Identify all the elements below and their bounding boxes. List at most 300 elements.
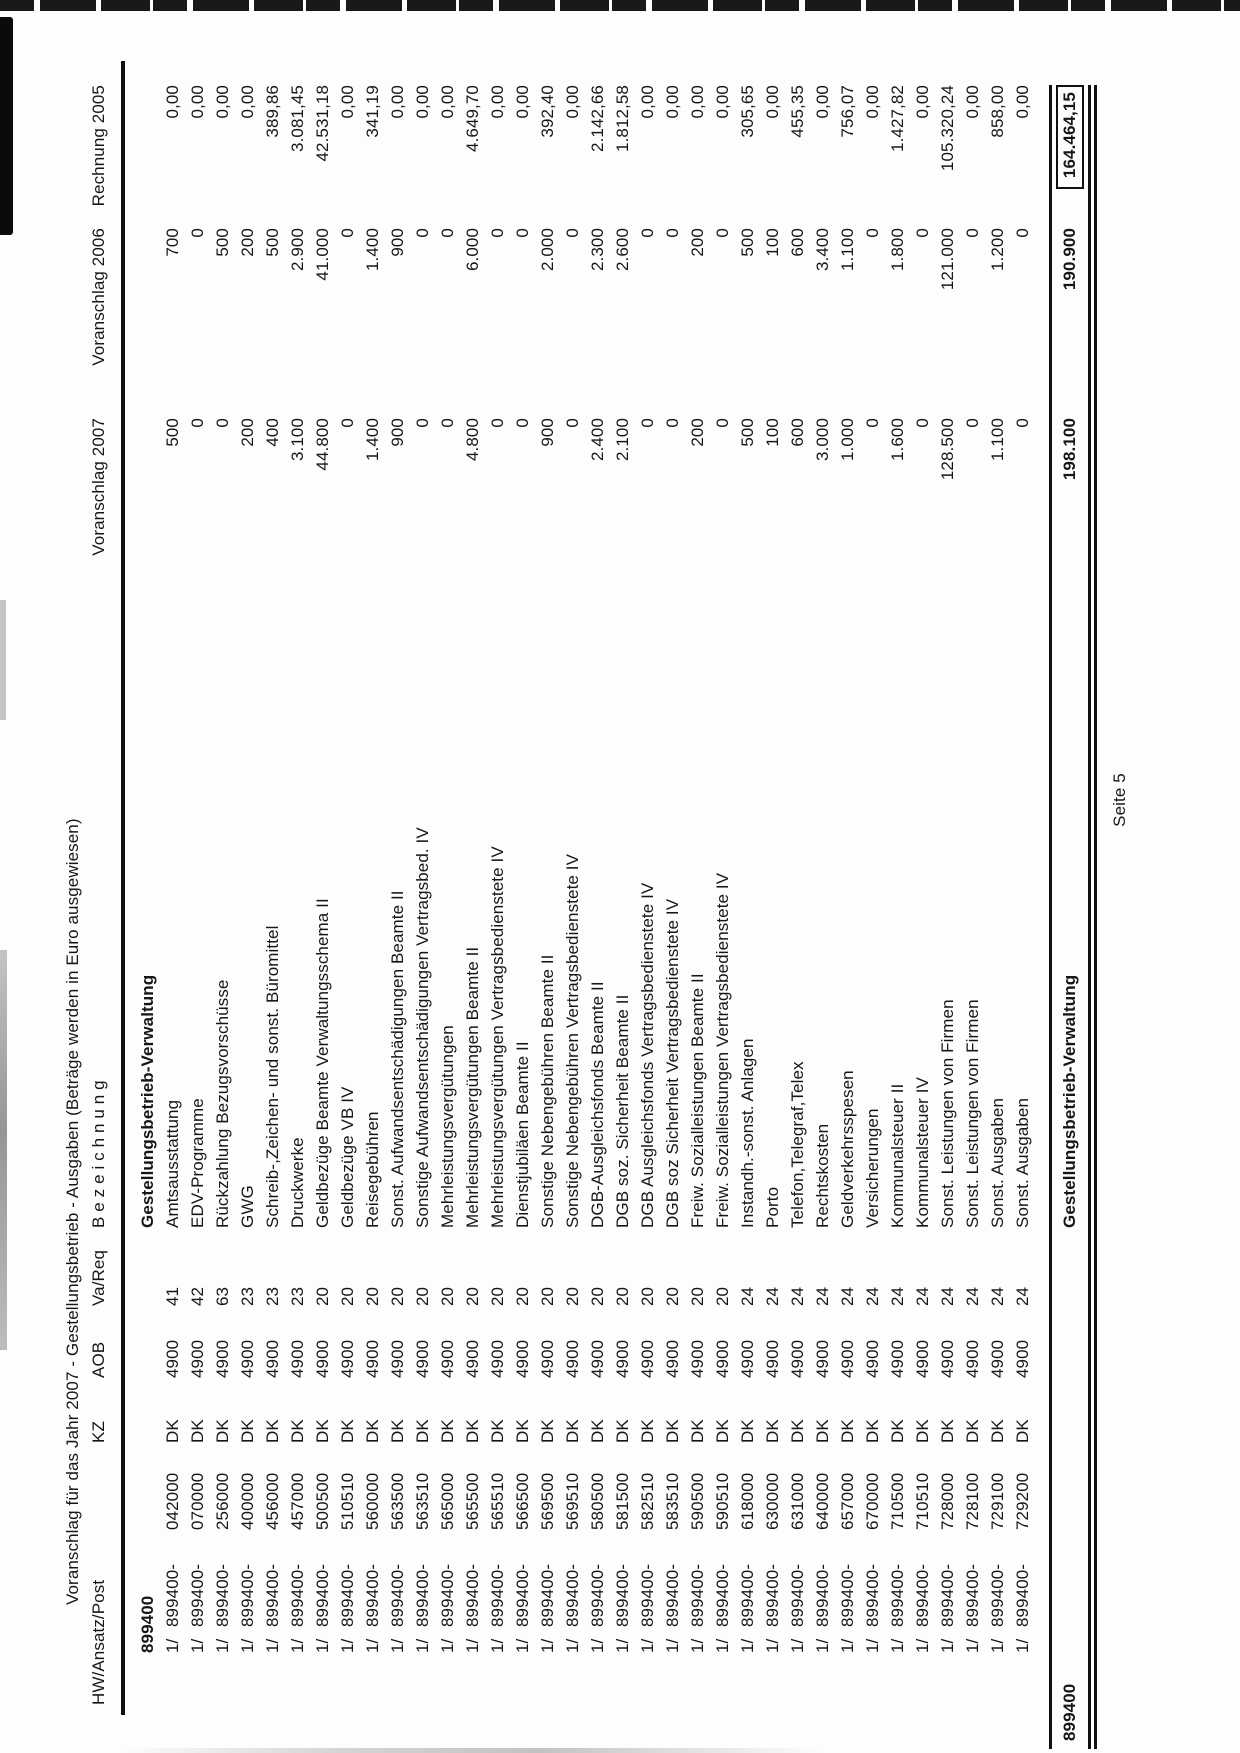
- account-number: 565000: [438, 1472, 457, 1530]
- account-group: 899400-: [488, 1563, 507, 1627]
- account-prefix: 1/: [213, 1638, 232, 1653]
- page-number: Seite 5: [1109, 773, 1129, 827]
- account-cell: [935, 1443, 960, 1705]
- bezeichnung-cell: Freiw. Sozialleistungen Beamte II: [688, 973, 707, 1228]
- table-row: [535, 85, 560, 1705]
- account-number: 566500: [513, 1472, 532, 1530]
- rechnung-2005-cell: 0,00: [863, 85, 882, 119]
- voranschlag-2007-cell: 0: [413, 418, 432, 428]
- rechnung-2005-cell: 756,07: [838, 85, 857, 138]
- account-cell: [910, 1443, 935, 1705]
- voranschlag-2006-cell: 1.800: [888, 228, 907, 272]
- account-number: 456000: [263, 1472, 282, 1530]
- rechnung-2005-cell: 0,00: [663, 85, 682, 119]
- account-number: 565510: [488, 1472, 507, 1530]
- account-group: 899400-: [163, 1563, 182, 1627]
- voranschlag-2007-cell: 0: [963, 418, 982, 428]
- column-header-hw-ansatz-post: HW/Ansatz/Post: [89, 1579, 108, 1705]
- voranschlag-2006-cell: 121.000: [938, 228, 957, 291]
- aob-cell: 4900: [713, 1339, 732, 1378]
- aob-cell: 4900: [888, 1339, 907, 1378]
- rechnung-2005-cell: 0,00: [813, 85, 832, 119]
- table-row: [235, 85, 260, 1705]
- voranschlag-2007-cell: 0: [1013, 418, 1032, 428]
- account-cell: [310, 1443, 335, 1705]
- bezeichnung-cell: DGB soz Sicherheit Vertragsbedienstete IV: [663, 898, 682, 1228]
- account-group: 899400-: [513, 1563, 532, 1627]
- table-row: [435, 85, 460, 1705]
- va-req-cell: 20: [463, 1286, 482, 1306]
- bezeichnung-cell: Freiw. Sozialleistungen Vertragsbedienstete IV: [713, 872, 732, 1228]
- kz-cell: DK: [388, 1419, 407, 1443]
- account-cell: [535, 1443, 560, 1705]
- bezeichnung-cell: Mehrleistungsvergütungen: [438, 1025, 457, 1228]
- table-row: [585, 85, 610, 1705]
- kz-cell: DK: [963, 1419, 982, 1443]
- aob-cell: 4900: [288, 1339, 307, 1378]
- bezeichnung-cell: Mehrleistungsvergütungen Beamte II: [463, 946, 482, 1228]
- account-number: 457000: [288, 1472, 307, 1530]
- bezeichnung-cell: Geldbezüge Beamte Verwaltungsschema II: [313, 898, 332, 1228]
- voranschlag-2007-cell: 4.800: [463, 418, 482, 462]
- aob-cell: 4900: [863, 1339, 882, 1378]
- voranschlag-2007-cell: 0: [863, 418, 882, 428]
- account-prefix: 1/: [538, 1638, 557, 1653]
- account-cell: [360, 1443, 385, 1705]
- rechnung-2005-cell: 0,00: [688, 85, 707, 119]
- column-header-voranschlag-2006: Voranschlag 2006: [89, 228, 108, 366]
- account-number: 565500: [463, 1472, 482, 1530]
- account-prefix: 1/: [513, 1638, 532, 1653]
- voranschlag-2007-cell: 500: [163, 418, 182, 447]
- aob-cell: 4900: [613, 1339, 632, 1378]
- voranschlag-2006-cell: 500: [213, 228, 232, 257]
- table-row: [710, 85, 735, 1705]
- account-cell: [385, 1443, 410, 1705]
- va-req-cell: 24: [988, 1286, 1007, 1306]
- account-group: 899400-: [613, 1563, 632, 1627]
- bezeichnung-cell: Reisegebühren: [363, 1111, 382, 1228]
- aob-cell: 4900: [588, 1339, 607, 1378]
- account-number: 563500: [388, 1472, 407, 1530]
- aob-cell: 4900: [938, 1339, 957, 1378]
- account-number: 590510: [713, 1472, 732, 1530]
- total-name: Gestellungsbetrieb-Verwaltung: [1060, 974, 1079, 1228]
- voranschlag-2007-cell: 0: [188, 418, 207, 428]
- voranschlag-2007-cell: 0: [913, 418, 932, 428]
- rechnung-2005-cell: 42.531,18: [313, 85, 332, 162]
- va-req-cell: 24: [938, 1286, 957, 1306]
- voranschlag-2007-cell: 0: [663, 418, 682, 428]
- rechnung-2005-cell: 858,00: [988, 85, 1007, 138]
- account-number: 618000: [738, 1472, 757, 1530]
- aob-cell: 4900: [388, 1339, 407, 1378]
- voranschlag-2007-cell: 100: [763, 418, 782, 447]
- account-cell: [985, 1443, 1010, 1705]
- voranschlag-2006-cell: 2.000: [538, 228, 557, 272]
- account-prefix: 1/: [888, 1638, 907, 1653]
- voranschlag-2007-cell: 200: [688, 418, 707, 447]
- kz-cell: DK: [263, 1419, 282, 1443]
- table-row: [885, 85, 910, 1705]
- account-prefix: 1/: [738, 1638, 757, 1653]
- account-cell: [460, 1443, 485, 1705]
- account-group: 899400-: [1013, 1563, 1032, 1627]
- bezeichnung-cell: Dienstjubiläen Beamte II: [513, 1041, 532, 1228]
- table-header-row: [86, 85, 112, 1705]
- table-row: [860, 85, 885, 1705]
- account-cell: [610, 1443, 635, 1705]
- account-prefix: 1/: [863, 1638, 882, 1653]
- bezeichnung-cell: EDV-Programme: [188, 1098, 207, 1228]
- account-group: 899400-: [238, 1563, 257, 1627]
- kz-cell: DK: [813, 1419, 832, 1443]
- kz-cell: DK: [438, 1419, 457, 1443]
- account-number: 070000: [188, 1472, 207, 1530]
- va-req-cell: 24: [838, 1286, 857, 1306]
- account-number: 582510: [638, 1472, 657, 1530]
- bezeichnung-cell: Kommunalsteuer II: [888, 1083, 907, 1228]
- kz-cell: DK: [638, 1419, 657, 1443]
- bezeichnung-cell: Druckwerke: [288, 1137, 307, 1228]
- table-row: [410, 85, 435, 1705]
- column-header-aob: AOB: [89, 1341, 108, 1378]
- kz-cell: DK: [188, 1419, 207, 1443]
- voranschlag-2007-cell: 900: [388, 418, 407, 447]
- account-cell: [1010, 1443, 1035, 1705]
- account-number: 630000: [763, 1472, 782, 1530]
- va-req-cell: 24: [913, 1286, 932, 1306]
- total-bottom-line: [1094, 85, 1097, 1749]
- account-number: 670000: [863, 1472, 882, 1530]
- voranschlag-2006-cell: 0: [963, 228, 982, 238]
- account-cell: [585, 1443, 610, 1705]
- kz-cell: DK: [513, 1419, 532, 1443]
- account-number: 710510: [913, 1472, 932, 1530]
- voranschlag-2006-cell: 0: [913, 228, 932, 238]
- aob-cell: 4900: [488, 1339, 507, 1378]
- account-number: 729200: [1013, 1472, 1032, 1530]
- account-group: 899400-: [288, 1563, 307, 1627]
- account-cell: [285, 1443, 310, 1705]
- kz-cell: DK: [313, 1419, 332, 1443]
- voranschlag-2006-cell: 3.400: [813, 228, 832, 272]
- rechnung-2005-cell: 389,86: [263, 85, 282, 138]
- table-row: [285, 85, 310, 1705]
- table-row: [310, 85, 335, 1705]
- rechnung-2005-cell: 1.427,82: [888, 85, 907, 152]
- va-req-cell: 23: [238, 1286, 257, 1306]
- table-row: [985, 85, 1010, 1705]
- kz-cell: DK: [713, 1419, 732, 1443]
- rechnung-2005-cell: 0,00: [638, 85, 657, 119]
- table-row: [385, 85, 410, 1705]
- table-row: [260, 85, 285, 1705]
- voranschlag-2006-cell: 900: [388, 228, 407, 257]
- account-prefix: 1/: [1013, 1638, 1032, 1653]
- account-cell: [635, 1443, 660, 1705]
- voranschlag-2006-cell: 0: [438, 228, 457, 238]
- kz-cell: DK: [213, 1419, 232, 1443]
- rechnung-2005-cell: 341,19: [363, 85, 382, 138]
- account-group: 899400-: [213, 1563, 232, 1627]
- bezeichnung-cell: Geldverkehrsspesen: [838, 1070, 857, 1228]
- document-title: Voranschlag für das Jahr 2007 - Gestellungsbetrieb - Ausgaben (Beträge werden in Euro ausgewiesen): [63, 818, 82, 1605]
- voranschlag-2006-cell: 0: [1013, 228, 1032, 238]
- account-group: 899400-: [188, 1563, 207, 1627]
- kz-cell: DK: [1013, 1419, 1032, 1443]
- voranschlag-2007-cell: 3.000: [813, 418, 832, 462]
- account-cell: [710, 1443, 735, 1705]
- account-cell: [760, 1443, 785, 1705]
- va-req-cell: 20: [638, 1286, 657, 1306]
- voranschlag-2007-cell: 0: [713, 418, 732, 428]
- voranschlag-2007-cell: 3.100: [288, 418, 307, 462]
- rechnung-2005-cell: 0,00: [963, 85, 982, 119]
- voranschlag-2006-cell: 200: [238, 228, 257, 257]
- va-req-cell: 20: [713, 1286, 732, 1306]
- kz-cell: DK: [488, 1419, 507, 1443]
- table-row: [660, 85, 685, 1705]
- account-prefix: 1/: [663, 1638, 682, 1653]
- aob-cell: 4900: [638, 1339, 657, 1378]
- aob-cell: 4900: [263, 1339, 282, 1378]
- account-group: 899400-: [963, 1563, 982, 1627]
- account-group: 899400-: [738, 1563, 757, 1627]
- account-prefix: 1/: [338, 1638, 357, 1653]
- va-req-cell: 23: [288, 1286, 307, 1306]
- account-prefix: 1/: [838, 1638, 857, 1653]
- account-cell: [235, 1443, 260, 1705]
- voranschlag-2007-cell: 0: [338, 418, 357, 428]
- table-row: [210, 85, 235, 1705]
- rechnung-2005-cell: 0,00: [338, 85, 357, 119]
- account-prefix: 1/: [363, 1638, 382, 1653]
- bezeichnung-cell: Sonst. Aufwandsentschädigungen Beamte II: [388, 890, 407, 1228]
- aob-cell: 4900: [838, 1339, 857, 1378]
- account-number: 569500: [538, 1472, 557, 1530]
- va-req-cell: 24: [738, 1286, 757, 1306]
- voranschlag-2007-cell: 0: [563, 418, 582, 428]
- va-req-cell: 20: [313, 1286, 332, 1306]
- account-cell: [785, 1443, 810, 1705]
- bezeichnung-cell: Rückzahlung Bezugsvorschüsse: [213, 979, 232, 1228]
- account-cell: [560, 1443, 585, 1705]
- account-number: 583510: [663, 1472, 682, 1530]
- aob-cell: 4900: [163, 1339, 182, 1378]
- bezeichnung-cell: Telefon,Telegraf,Telex: [788, 1061, 807, 1228]
- account-prefix: 1/: [813, 1638, 832, 1653]
- account-cell: [885, 1443, 910, 1705]
- column-header-bezeichnung: B e z e i c h n u n g: [89, 1080, 108, 1228]
- account-group: 899400-: [988, 1563, 1007, 1627]
- account-number: 590500: [688, 1472, 707, 1530]
- account-cell: [185, 1443, 210, 1705]
- account-group: 899400-: [813, 1563, 832, 1627]
- rechnung-2005-cell: 392,40: [538, 85, 557, 138]
- va-req-cell: 20: [563, 1286, 582, 1306]
- va-req-cell: 24: [788, 1286, 807, 1306]
- bezeichnung-cell: Sonstige Aufwandsentschädigungen Vertragsbed. IV: [413, 827, 432, 1228]
- rechnung-2005-cell: 0,00: [188, 85, 207, 119]
- aob-cell: 4900: [813, 1339, 832, 1378]
- table-row: [160, 85, 185, 1705]
- account-group: 899400-: [538, 1563, 557, 1627]
- va-req-cell: 41: [163, 1286, 182, 1306]
- section-header-row: [135, 85, 160, 1705]
- account-cell: [960, 1443, 985, 1705]
- kz-cell: DK: [663, 1419, 682, 1443]
- va-req-cell: 20: [438, 1286, 457, 1306]
- account-prefix: 1/: [388, 1638, 407, 1653]
- column-header-rechnung-2005: Rechnung 2005: [89, 85, 108, 207]
- table-row: [460, 85, 485, 1705]
- rechnung-2005-cell: 0,00: [238, 85, 257, 119]
- account-group: 899400-: [463, 1563, 482, 1627]
- voranschlag-2007-cell: 600: [788, 418, 807, 447]
- kz-cell: DK: [863, 1419, 882, 1443]
- rechnung-2005-cell: 305,65: [738, 85, 757, 138]
- va-req-cell: 20: [663, 1286, 682, 1306]
- rechnung-2005-cell: 0,00: [213, 85, 232, 119]
- rechnung-2005-cell: 0,00: [488, 85, 507, 119]
- aob-cell: 4900: [363, 1339, 382, 1378]
- bezeichnung-cell: Sonstige Nebengebühren Vertragsbedienstete IV: [563, 853, 582, 1228]
- kz-cell: DK: [763, 1419, 782, 1443]
- table-row: [960, 85, 985, 1705]
- voranschlag-2006-cell: 0: [413, 228, 432, 238]
- rechnung-2005-cell: 0,00: [388, 85, 407, 119]
- bezeichnung-cell: Mehrleistungsvergütungen Vertragsbedienstete IV: [488, 846, 507, 1228]
- account-group: 899400-: [313, 1563, 332, 1627]
- account-group: 899400-: [563, 1563, 582, 1627]
- bezeichnung-cell: Sonst. Leistungen von Firmen: [963, 999, 982, 1228]
- aob-cell: 4900: [738, 1339, 757, 1378]
- voranschlag-2007-cell: 0: [213, 418, 232, 428]
- table-row: [485, 85, 510, 1705]
- table-row: [360, 85, 385, 1705]
- va-req-cell: 42: [188, 1286, 207, 1306]
- account-group: 899400-: [363, 1563, 382, 1627]
- table-row: [835, 85, 860, 1705]
- va-req-cell: 63: [213, 1286, 232, 1306]
- account-cell: [485, 1443, 510, 1705]
- column-header-va-req: Va/Req: [89, 1249, 108, 1306]
- table-row: [785, 85, 810, 1705]
- aob-cell: 4900: [1013, 1339, 1032, 1378]
- account-cell: [335, 1443, 360, 1705]
- va-req-cell: 20: [688, 1286, 707, 1306]
- table-row: [810, 85, 835, 1705]
- account-prefix: 1/: [938, 1638, 957, 1653]
- voranschlag-2006-cell: 700: [163, 228, 182, 257]
- voranschlag-2007-cell: 2.400: [588, 418, 607, 462]
- va-req-cell: 24: [888, 1286, 907, 1306]
- voranschlag-2007-cell: 900: [538, 418, 557, 447]
- voranschlag-2006-cell: 1.100: [838, 228, 857, 272]
- table-row: [685, 85, 710, 1705]
- voranschlag-2006-cell: 0: [488, 228, 507, 238]
- account-cell: [810, 1443, 835, 1705]
- va-req-cell: 24: [863, 1286, 882, 1306]
- bezeichnung-cell: DGB soz. Sicherheit Beamte II: [613, 994, 632, 1228]
- voranschlag-2007-cell: 200: [238, 418, 257, 447]
- kz-cell: DK: [463, 1419, 482, 1443]
- account-number: 710500: [888, 1472, 907, 1530]
- account-cell: [735, 1443, 760, 1705]
- table-row: [560, 85, 585, 1705]
- rechnung-2005-cell: 105.320,24: [938, 85, 957, 172]
- va-req-cell: 20: [388, 1286, 407, 1306]
- aob-cell: 4900: [963, 1339, 982, 1378]
- voranschlag-2006-cell: 0: [638, 228, 657, 238]
- account-number: 657000: [838, 1472, 857, 1530]
- account-prefix: 1/: [988, 1638, 1007, 1653]
- voranschlag-2007-cell: 400: [263, 418, 282, 447]
- kz-cell: DK: [538, 1419, 557, 1443]
- rechnung-2005-cell: 0,00: [763, 85, 782, 119]
- rechnung-2005-cell: 455,35: [788, 85, 807, 138]
- account-prefix: 1/: [413, 1638, 432, 1653]
- voranschlag-2007-cell: 1.600: [888, 418, 907, 462]
- va-req-cell: 24: [813, 1286, 832, 1306]
- bezeichnung-cell: Amtsausstattung: [163, 1099, 182, 1228]
- account-number: 631000: [788, 1472, 807, 1530]
- rechnung-2005-cell: 4.649,70: [463, 85, 482, 152]
- kz-cell: DK: [163, 1419, 182, 1443]
- voranschlag-2007-cell: 0: [488, 418, 507, 428]
- account-number: 640000: [813, 1472, 832, 1530]
- kz-cell: DK: [838, 1419, 857, 1443]
- account-group: 899400-: [888, 1563, 907, 1627]
- account-cell: [860, 1443, 885, 1705]
- voranschlag-2006-cell: 2.900: [288, 228, 307, 272]
- account-number: 510510: [338, 1472, 357, 1530]
- voranschlag-2006-cell: 0: [663, 228, 682, 238]
- account-group: 899400-: [388, 1563, 407, 1627]
- account-cell: [435, 1443, 460, 1705]
- va-req-cell: 23: [263, 1286, 282, 1306]
- kz-cell: DK: [938, 1419, 957, 1443]
- va-req-cell: 20: [488, 1286, 507, 1306]
- bezeichnung-cell: GWG: [238, 1185, 257, 1228]
- account-prefix: 1/: [563, 1638, 582, 1653]
- voranschlag-2006-cell: 2.300: [588, 228, 607, 272]
- aob-cell: 4900: [438, 1339, 457, 1378]
- account-number: 042000: [163, 1472, 182, 1530]
- account-number: 256000: [213, 1472, 232, 1530]
- bezeichnung-cell: Sonst. Ausgaben: [988, 1097, 1007, 1228]
- kz-cell: DK: [338, 1419, 357, 1443]
- va-req-cell: 20: [588, 1286, 607, 1306]
- kz-cell: DK: [413, 1419, 432, 1443]
- account-group: 899400-: [838, 1563, 857, 1627]
- table-row: [910, 85, 935, 1705]
- table-row: [935, 85, 960, 1705]
- account-group: 899400-: [788, 1563, 807, 1627]
- va-req-cell: 20: [613, 1286, 632, 1306]
- account-cell: [410, 1443, 435, 1705]
- aob-cell: 4900: [313, 1339, 332, 1378]
- account-number: 728100: [963, 1472, 982, 1530]
- voranschlag-2006-cell: 200: [688, 228, 707, 257]
- bezeichnung-cell: Geldbezüge VB IV: [338, 1086, 357, 1228]
- account-prefix: 1/: [763, 1638, 782, 1653]
- bezeichnung-cell: Schreib-,Zeichen- und sonst. Büromittel: [263, 925, 282, 1228]
- account-prefix: 1/: [313, 1638, 332, 1653]
- voranschlag-2007-cell: 500: [738, 418, 757, 447]
- aob-cell: 4900: [463, 1339, 482, 1378]
